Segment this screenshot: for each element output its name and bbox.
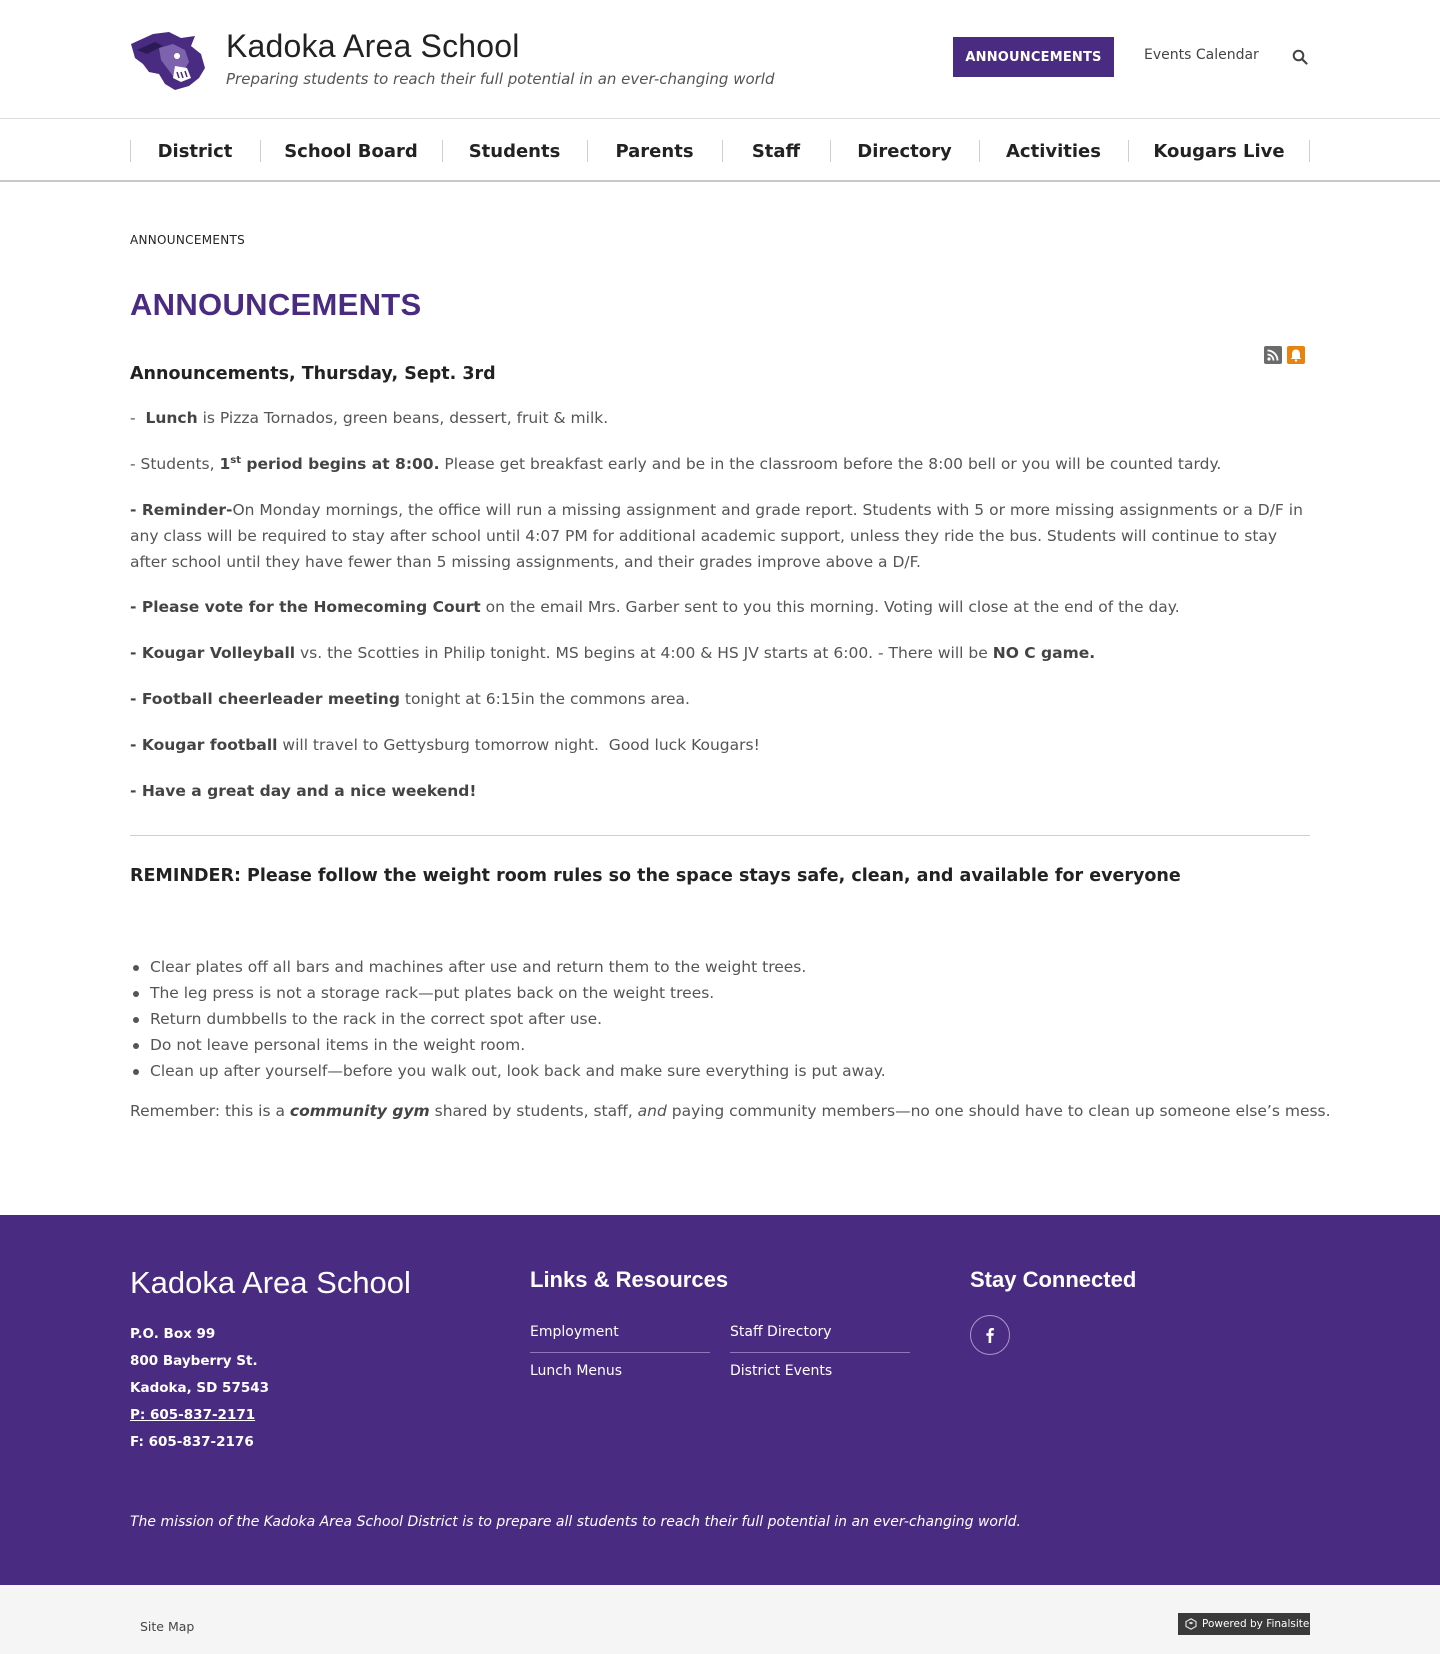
- link-divider: [530, 1352, 710, 1353]
- facebook-button[interactable]: [970, 1315, 1010, 1355]
- main-navigation: [0, 120, 1440, 182]
- footer-address: [130, 1321, 269, 1456]
- list-item: Do not leave personal items in the weight room.: [130, 1032, 1310, 1058]
- weight-room-rules-list: [130, 954, 1310, 1084]
- list-item: Return dumbbells to the rack in the correct spot after use.: [130, 1006, 1310, 1032]
- weight-room-reminder-title: REMINDER: Please follow the weight room rules so the space stays safe, clean, and available for everyone: [130, 866, 1181, 886]
- vote-announcement: - Please vote for the Homecoming Court on the email Mrs. Garber sent to you this morning. Voting will close at the end of the day.: [130, 598, 1180, 616]
- links-resources-title: Links & Resources: [530, 1267, 729, 1292]
- powered-by-label: Powered by Finalsite: [1202, 1618, 1310, 1630]
- volleyball-announcement: - Kougar Volleyball vs. the Scotties in Philip tonight. MS begins at 4:00 & HS JV starts at 6:00. - There will be NO C game.: [130, 644, 1096, 662]
- site-title[interactable]: Kadoka Area School: [226, 28, 520, 64]
- stay-connected-title: Stay Connected: [970, 1267, 1137, 1292]
- fax-number: F: 605-837-2176: [130, 1434, 254, 1450]
- footer-link-staff-directory[interactable]: Staff Directory: [730, 1324, 832, 1340]
- rss-icon[interactable]: [1264, 346, 1282, 364]
- announcements-button[interactable]: ANNOUNCEMENTS: [953, 37, 1114, 77]
- content-divider: [130, 835, 1310, 836]
- list-item: The leg press is not a storage rack—put plates back on the weight trees.: [130, 980, 1310, 1006]
- site-tagline: Preparing students to reach their full potential in an ever-changing world: [226, 70, 775, 88]
- football-announcement: - Kougar football will travel to Gettysburg tomorrow night. Good luck Kougars!: [130, 736, 760, 754]
- events-calendar-link[interactable]: Events Calendar: [1144, 47, 1259, 63]
- nav-item-parents[interactable]: Parents: [587, 120, 722, 182]
- phone-link[interactable]: P: 605-837-2171: [130, 1407, 256, 1423]
- reminder-announcement: - Reminder-On Monday mornings, the office will run a missing assignment and grade report. Students with 5 or more missing assignments or a D/F in any class will be required to stay after school until 4:07 PM for additional academic support, unless they ride the bus. Students will continue to stay after school until they have fewer than 5 missing assignments, and their grades improve above a D/F.: [130, 501, 1303, 571]
- nav-item-staff[interactable]: Staff: [722, 120, 830, 182]
- list-item: Clean up after yourself—before you walk out, look back and make sure everything is put away.: [130, 1058, 1310, 1084]
- lunch-announcement: - Lunch is Pizza Tornados, green beans, dessert, fruit & milk.: [130, 409, 609, 427]
- footer-link-district-events[interactable]: District Events: [730, 1363, 833, 1379]
- powered-by-finalsite-badge[interactable]: [1178, 1613, 1310, 1635]
- footer-link-employment[interactable]: Employment: [530, 1324, 619, 1340]
- nav-item-students[interactable]: Students: [442, 120, 587, 182]
- footer-link-lunch-menus[interactable]: Lunch Menus: [530, 1363, 623, 1379]
- site-header: [0, 0, 1440, 119]
- bell-icon[interactable]: [1287, 346, 1305, 364]
- page-title: ANNOUNCEMENTS: [130, 287, 422, 322]
- finalsite-logo-icon: [1185, 1618, 1197, 1630]
- nav-item-directory[interactable]: Directory: [830, 120, 979, 182]
- breadcrumb: ANNOUNCEMENTS: [130, 233, 246, 247]
- period-announcement: - Students, 1st period begins at 8:00. Please get breakfast early and be in the classroom before the 8:00 bell or you will be counted tardy.: [130, 454, 1222, 473]
- cheerleader-announcement: - Football cheerleader meeting tonight at 6:15in the commons area.: [130, 690, 690, 708]
- nav-item-activities[interactable]: Activities: [979, 120, 1128, 182]
- address-line: 800 Bayberry St.: [130, 1353, 258, 1369]
- footer-school-name: Kadoka Area School: [130, 1265, 411, 1300]
- site-map-link[interactable]: Site Map: [140, 1619, 195, 1634]
- facebook-icon: [983, 1327, 997, 1343]
- mission-statement: The mission of the Kadoka Area School District is to prepare all students to reach their full potential in an ever-changing world.: [130, 1514, 1021, 1530]
- site-footer: [0, 1215, 1440, 1585]
- search-icon[interactable]: [1292, 49, 1308, 65]
- community-gym-note: Remember: this is a community gym shared by students, staff, and paying community members—no one should have to clean up someone else’s mess.: [130, 1102, 1331, 1120]
- bottom-bar: [0, 1585, 1440, 1654]
- nav-item-kougars-live[interactable]: Kougars Live: [1128, 120, 1310, 182]
- address-line: P.O. Box 99: [130, 1326, 216, 1342]
- cougar-logo-icon[interactable]: [129, 28, 207, 92]
- post-title: Announcements, Thursday, Sept. 3rd: [130, 364, 496, 384]
- nav-item-school-board[interactable]: School Board: [260, 120, 442, 182]
- link-divider: [730, 1352, 910, 1353]
- list-item: Clear plates off all bars and machines after use and return them to the weight trees.: [130, 954, 1310, 980]
- closing-announcement: - Have a great day and a nice weekend!: [130, 782, 477, 800]
- nav-item-district[interactable]: District: [130, 120, 260, 182]
- address-line: Kadoka, SD 57543: [130, 1380, 270, 1396]
